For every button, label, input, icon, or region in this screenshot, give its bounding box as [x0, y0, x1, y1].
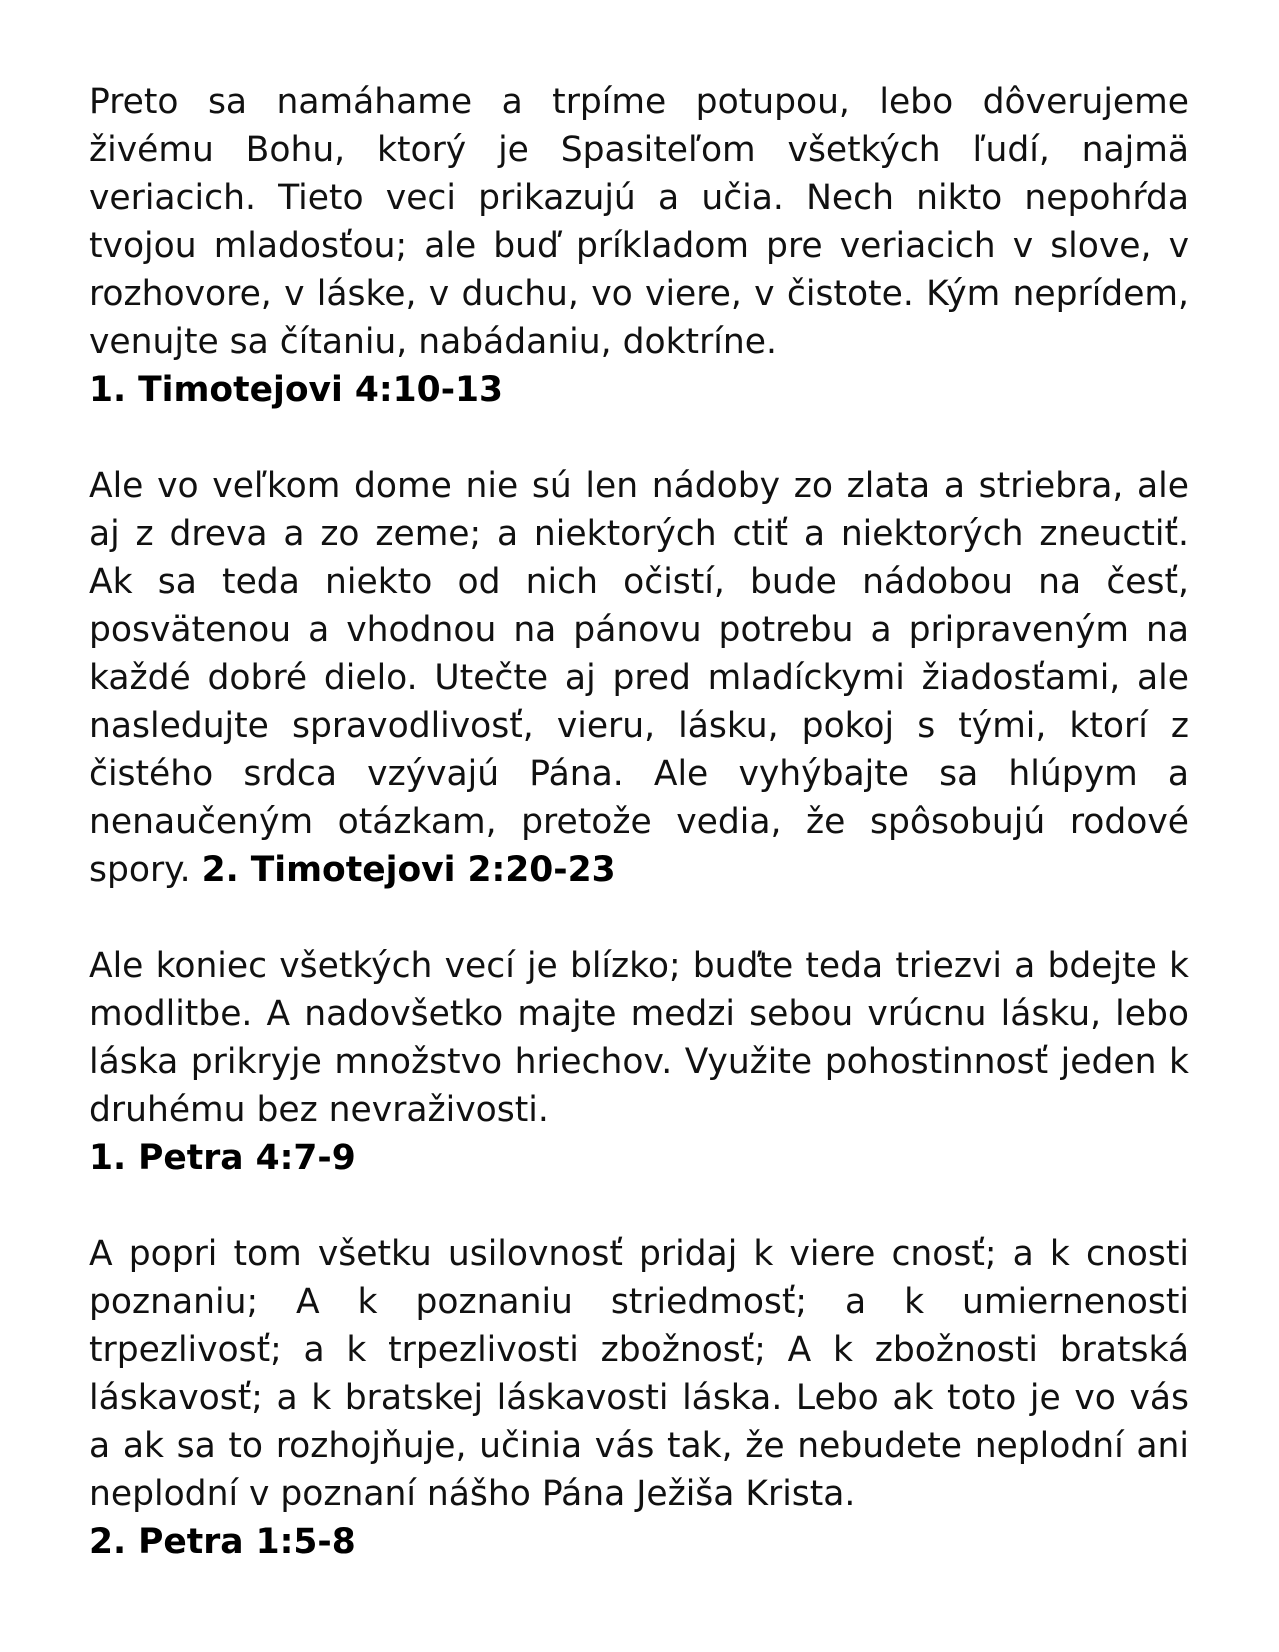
document-page: [89, 78, 1189, 1566]
passage-1: [89, 78, 1189, 366]
passage-3-reference: 1. Petra 4:7-9: [89, 1138, 356, 1178]
passage-4-text: A popri tom všetku usilovnosť pridaj k viere cnosť; a k cnosti poznaniu; A k poznaniu striedmosť; a k umiernenosti trpezlivosť; a k trpezlivosti zbožnosť; A k zbožnosti bratská láskavosť; a k bratskej láskavosti láska. Lebo ak toto je vo vás a ak sa to rozhojňuje, učinia vás tak, že nebudete neplodní ani neplodní v poznaní nášho Pána Ježiša Krista.: [89, 1234, 1189, 1514]
passage-4-reference: 2. Petra 1:5-8: [89, 1522, 356, 1562]
passage-3: [89, 942, 1189, 1134]
passage-3-text: Ale koniec všetkých vecí je blízko; buďte teda triezvi a bdejte k modlitbe. A nadovšetko majte medzi sebou vrúcnu lásku, lebo láska prikryje množstvo hriechov. Využite pohostinnosť jeden k druhému bez nevraživosti.: [89, 946, 1189, 1130]
passage-1-text: Preto sa namáhame a trpíme potupou, lebo dôverujeme živému Bohu, ktorý je Spasiteľom všetkých ľudí, najmä veriacich. Tieto veci prikazujú a učia. Nech nikto nepohŕda tvojou mladosťou; ale buď príkladom pre veriacich v slove, v rozhovore, v láske, v duchu, vo viere, v čistote. Kým neprídem, venujte sa čítaniu, nabádaniu, doktríne.: [89, 82, 1189, 362]
passage-1-reference: 1. Timotejovi 4:10-13: [89, 370, 504, 410]
passage-4: [89, 1230, 1189, 1518]
paragraph-gap: [89, 894, 1189, 942]
passage-2-reference: 2. Timotejovi 2:20-23: [201, 850, 616, 890]
paragraph-gap: [89, 414, 1189, 462]
paragraph-gap: [89, 1182, 1189, 1230]
passage-2-text: Ale vo veľkom dome nie sú len nádoby zo zlata a striebra, ale aj z dreva a zo zeme; a niektorých ctiť a niektorých zneuctiť. Ak sa teda niekto od nich očistí, bude nádobou na česť, posvätenou a vhodnou na pánovu potrebu a pripraveným na každé dobré dielo. Utečte aj pred mladíckymi žiadosťami, ale nasledujte spravodlivosť, vieru, lásku, pokoj s tými, ktorí z čistého srdca vzývajú Pána. Ale vyhýbajte sa hlúpym a nenaučeným otázkam, pretože vedia, že spôsobujú rodové spory.: [89, 466, 1189, 890]
passage-2: [89, 462, 1189, 894]
